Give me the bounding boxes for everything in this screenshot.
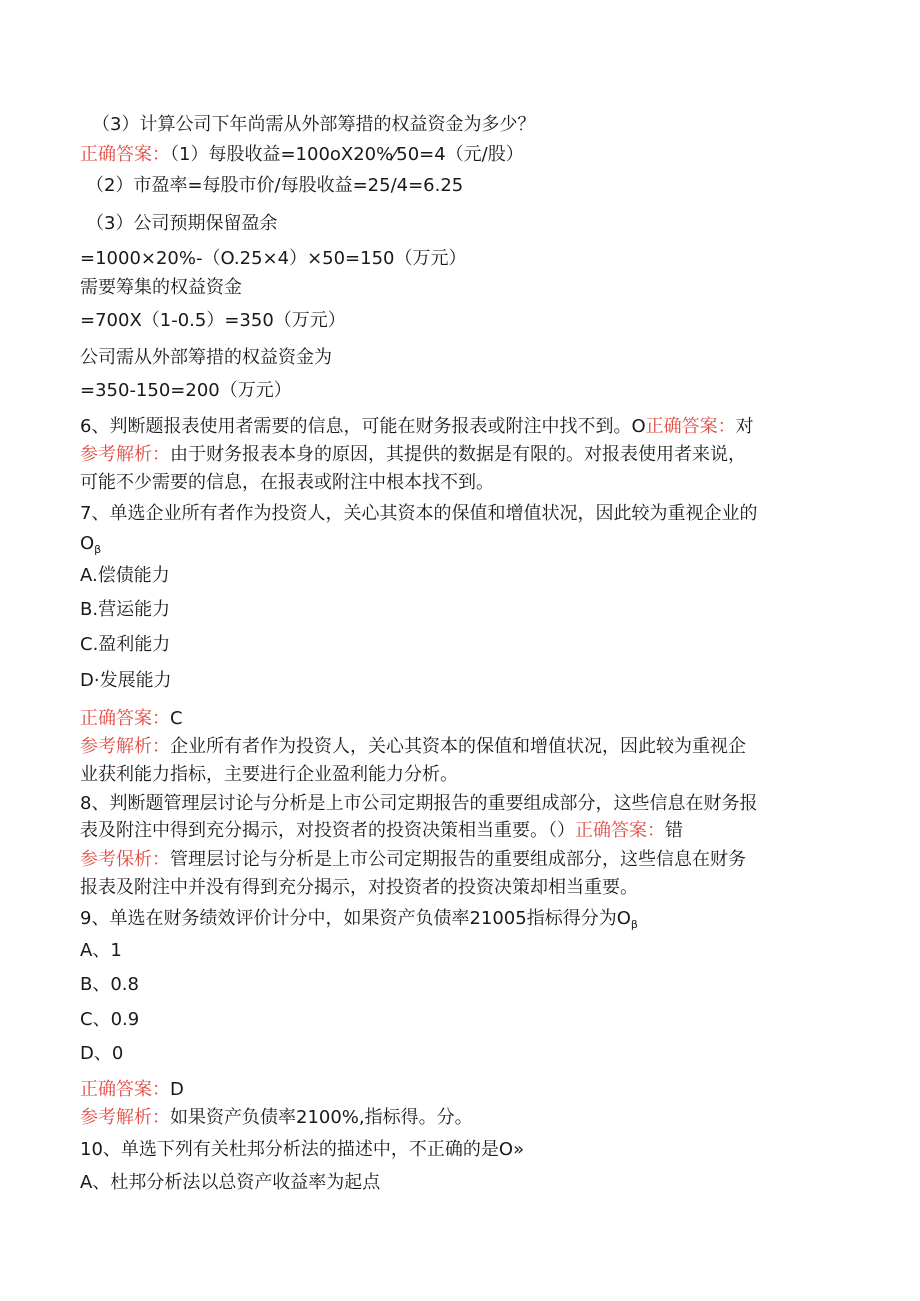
q6-question-line [80, 416, 754, 438]
q5-need-calc: =700X（1-0.5）=350（万元） [80, 310, 346, 331]
q9-analysis: 如果资产负债率2100%,指标得。分。 [170, 1107, 473, 1128]
answer-label: 正确答案： [645, 416, 736, 437]
q8-question-2: 表及附注中得到充分揭示，对投资者的投资决策相当重要。（） [80, 820, 575, 841]
answer-label: 正确答案： [80, 708, 170, 729]
q6-analysis-1: 由于财务报表本身的原因，其提供的数据是有限的。对报表使用者来说， [170, 444, 746, 465]
q7-analysis-line [80, 736, 746, 758]
q9-analysis-line [80, 1107, 473, 1129]
q5-answer-line [80, 144, 524, 166]
q7-option-b: B.营运能力 [80, 599, 171, 620]
q8-analysis-1: 管理层讨论与分析是上市公司定期报告的重要组成部分，这些信息在财务 [170, 849, 746, 870]
q7-answer: C [170, 708, 183, 729]
q7-analysis-1: 企业所有者作为投资人，关心其资本的保值和增值状况，因此较为重视企 [170, 736, 746, 757]
q9-answer: D [170, 1079, 184, 1100]
analysis-label: 参考解析： [80, 1107, 170, 1128]
analysis-label: 参考保析： [80, 849, 170, 870]
q8-question-line-2 [80, 820, 683, 842]
q9-question [80, 908, 638, 936]
q5-external-calc: =350-150=200（万元） [80, 380, 292, 401]
analysis-label: 参考解析： [80, 444, 170, 465]
q10-question: 10、单选下列有关杜邦分析法的描述中，不正确的是O» [80, 1139, 525, 1160]
q7-blank-sub: β [94, 543, 102, 556]
analysis-label: 参考解析： [80, 736, 170, 757]
q10-option-a: A、杜邦分析法以总资产收益率为起点 [80, 1172, 381, 1193]
q5-answer-3-calc: =1000×20%-（O.25×4）×50=150（万元） [80, 248, 467, 269]
answer-label: 正确答案： [80, 1079, 170, 1100]
q7-question-1: 7、单选企业所有者作为投资人，关心其资本的保值和增值状况，因此较为重视企业的 [80, 503, 758, 524]
q5-answer-3: （3）公司预期保留盈余 [86, 213, 278, 234]
q9-option-c: C、0.9 [80, 1009, 140, 1030]
q5-sub3-question: （3）计算公司下年尚需从外部筹措的权益资金为多少？ [92, 114, 536, 135]
q5-answer-1: （1）每股收益=100oX20%⁄50=4（元/股） [170, 144, 524, 165]
answer-label: 正确答案： [575, 820, 665, 841]
q9-blank-sub: β [630, 918, 638, 931]
q6-answer: 对 [735, 416, 754, 437]
q8-answer: 错 [665, 820, 683, 841]
q7-analysis-2: 业获利能力指标，主要进行企业盈利能力分析。 [80, 764, 458, 785]
q9-option-d: D、0 [80, 1043, 124, 1064]
q9-question-text: 9、单选在财务绩效评价计分中，如果资产负债率21005指标得分为O [80, 908, 631, 929]
q7-answer-line [80, 708, 183, 730]
q9-option-a: A、1 [80, 940, 122, 961]
q5-need-label: 需要筹集的权益资金 [80, 277, 242, 298]
q9-answer-line [80, 1079, 184, 1101]
q6-analysis-line [80, 444, 746, 466]
q9-option-b: B、0.8 [80, 974, 139, 995]
q7-question-2 [80, 533, 101, 561]
q5-answer-2: （2）市盈率=每股市价/每股收益=25/4=6.25 [86, 175, 464, 196]
answer-label: 正确答案： [80, 144, 170, 165]
q8-analysis-2: 报表及附注中并没有得到充分揭示，对投资者的投资决策却相当重要。 [80, 877, 638, 898]
q7-option-c: C.盈利能力 [80, 634, 171, 655]
q6-question: 6、判断题报表使用者需要的信息，可能在财务报表或附注中找不到。O [80, 416, 646, 437]
q7-blank: O [80, 533, 95, 554]
q5-external-label: 公司需从外部筹措的权益资金为 [80, 347, 332, 368]
q7-option-d: D·发展能力 [80, 670, 172, 691]
q6-analysis-2: 可能不少需要的信息，在报表或附注中根本找不到。 [80, 472, 494, 493]
q8-question-1: 8、判断题管理层讨论与分析是上市公司定期报告的重要组成部分，这些信息在财务报 [80, 793, 758, 814]
q7-option-a: A.偿债能力 [80, 565, 170, 586]
q8-analysis-line [80, 849, 746, 871]
